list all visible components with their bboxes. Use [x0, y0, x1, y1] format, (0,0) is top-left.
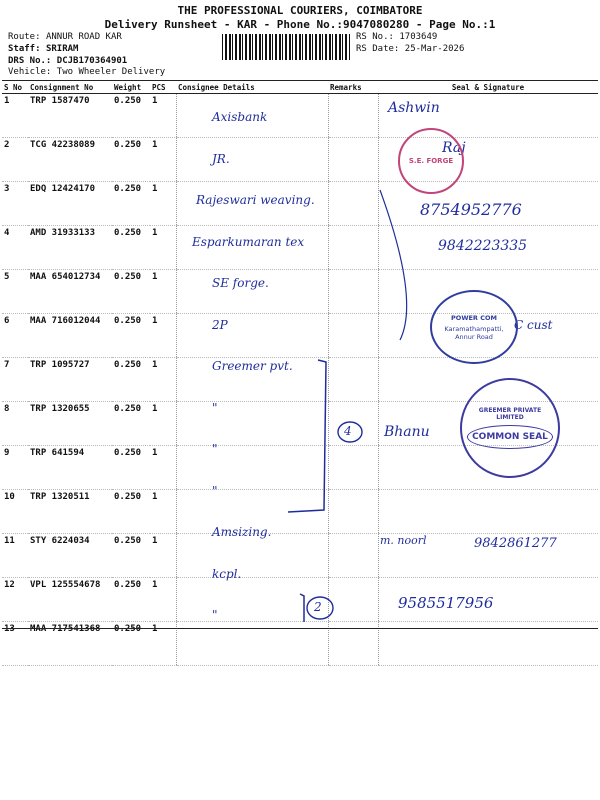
row-weight: 0.250 — [112, 402, 150, 446]
row-pcs: 1 — [150, 182, 176, 226]
row-pcs: 1 — [150, 94, 176, 138]
handwritten-consignee: Amsizing. — [212, 525, 272, 539]
runsheet-title: Delivery Runsheet - KAR - Phone No.:9047080280 - Page No.:1 — [104, 18, 496, 31]
row-consignment-no: MAA 654012734 — [28, 270, 112, 314]
row-pcs: 1 — [150, 534, 176, 578]
row-weight: 0.250 — [112, 534, 150, 578]
row-sno: 7 — [2, 358, 28, 402]
handwritten-consignee: " — [212, 400, 218, 415]
rs-date-label: RS Date: — [356, 44, 400, 54]
row-weight: 0.250 — [112, 446, 150, 490]
row-weight: 0.250 — [112, 182, 150, 226]
row-pcs: 1 — [150, 226, 176, 270]
row-consignment-no: TRP 641594 — [28, 446, 112, 490]
row-pcs: 1 — [150, 270, 176, 314]
row-consignment-no: MAA 717541368 — [28, 622, 112, 666]
handwritten-consignee: 2P — [212, 317, 228, 332]
row-consignment-no: TRP 1320511 — [28, 490, 112, 534]
row-pcs: 1 — [150, 358, 176, 402]
row-weight: 0.250 — [112, 138, 150, 182]
row-weight: 0.250 — [112, 314, 150, 358]
row-weight: 0.250 — [112, 578, 150, 622]
rs-no-label: RS No.: — [356, 32, 394, 42]
row-sno: 10 — [2, 490, 28, 534]
company-stamp-address: Karamathampatti, Annur Road — [444, 324, 504, 341]
signature-text: Ashwin — [388, 100, 440, 116]
vehicle-value: Two Wheeler Delivery — [56, 67, 166, 77]
handwritten-consignee: " — [212, 608, 218, 622]
col-sno: S No — [2, 81, 28, 94]
row-pcs: 1 — [150, 622, 176, 666]
company-stamp-name: POWER COM — [451, 313, 497, 322]
row-sno: 8 — [2, 402, 28, 446]
handwritten-consignee: Axisbank — [212, 110, 268, 124]
row-weight: 0.250 — [112, 226, 150, 270]
staff-label: Staff: — [8, 44, 41, 54]
bracket-line-a — [288, 360, 326, 512]
row-consignment-no: TRP 1095727 — [28, 358, 112, 402]
handwritten-consignee: Rajeswari weaving. — [196, 193, 315, 207]
sign-scribble — [380, 190, 407, 340]
handwritten-consignee: " — [212, 442, 218, 456]
drs-value: DCJB170364901 — [56, 56, 128, 66]
vehicle-label: Vehicle: — [8, 67, 52, 77]
row-consignment-no: STY 6224034 — [28, 534, 112, 578]
handwritten-consignee: Esparkumaran tex — [192, 234, 305, 249]
row-sno: 13 — [2, 622, 28, 666]
greemer-seal — [460, 378, 560, 478]
row-consignment-no: TCG 42238089 — [28, 138, 112, 182]
signature-text: Bhanu — [384, 424, 430, 440]
signature-text: 9842223335 — [438, 238, 528, 254]
row-consignment-no: TRP 1587470 — [28, 94, 112, 138]
handwritten-consignee: JR. — [212, 151, 230, 166]
row-sno: 12 — [2, 578, 28, 622]
red-stamp: S.E. FORGE — [398, 128, 464, 194]
row-sno: 3 — [2, 182, 28, 226]
row-pcs: 1 — [150, 490, 176, 534]
col-weight: Weight — [112, 81, 150, 94]
row-weight: 0.250 — [112, 622, 150, 666]
row-pcs: 1 — [150, 446, 176, 490]
row-weight: 0.250 — [112, 358, 150, 402]
row-pcs: 1 — [150, 314, 176, 358]
signature-text: 9585517956 — [398, 594, 494, 612]
row-sno: 2 — [2, 138, 28, 182]
row-consignment-no: EDQ 12424170 — [28, 182, 112, 226]
handwritten-consignee: kcpl. — [212, 566, 242, 581]
row-sno: 5 — [2, 270, 28, 314]
row-consignment-no: AMD 31933133 — [28, 226, 112, 270]
common-seal-text: COMMON SEAL — [467, 425, 553, 449]
row-sno: 11 — [2, 534, 28, 578]
bracket-line-b — [300, 594, 304, 622]
handwritten-consignee: Greemer pvt. — [212, 359, 293, 373]
staff-value: SRIRAM — [45, 44, 79, 54]
col-consignee: Consignee Details — [176, 81, 328, 94]
col-consignment: Consignment No — [28, 81, 112, 94]
row-sno: 9 — [2, 446, 28, 490]
row-weight: 0.250 — [112, 94, 150, 138]
company-stamp — [430, 290, 518, 364]
signature-text: Raj — [442, 140, 466, 156]
row-weight: 0.250 — [112, 490, 150, 534]
rs-no-value: 1703649 — [399, 32, 438, 42]
row-pcs: 1 — [150, 138, 176, 182]
greemer-seal-name: GREEMER PRIVATE LIMITED — [478, 407, 542, 421]
row-consignment-no: TRP 1320655 — [28, 402, 112, 446]
handwritten-consignee: SE forge. — [212, 276, 269, 290]
company-title: THE PROFESSIONAL COURIERS, COIMBATORE — [177, 4, 423, 17]
row-consignment-no: VPL 125554678 — [28, 578, 112, 622]
row-weight: 0.250 — [112, 270, 150, 314]
row-pcs: 1 — [150, 402, 176, 446]
drs-label: DRS No.: — [8, 56, 52, 66]
handwritten-consignee: " — [212, 483, 218, 498]
row-consignment-no: MAA 716012044 — [28, 314, 112, 358]
signature-text: C cust — [514, 318, 553, 332]
row-sno: 4 — [2, 226, 28, 270]
route-label: Route: — [8, 32, 41, 42]
row-pcs: 1 — [150, 578, 176, 622]
sign-row-11: m. noorl — [380, 534, 427, 547]
rs-date-value: 25-Mar-2026 — [404, 44, 465, 54]
signature-text: 8754952776 — [420, 200, 522, 219]
count-a-text: 4 — [344, 424, 352, 438]
row-sno: 6 — [2, 314, 28, 358]
count-b-text: 2 — [314, 600, 322, 614]
col-seal: Seal & Signature — [378, 81, 598, 94]
row-sno: 1 — [2, 94, 28, 138]
route-value: ANNUR ROAD KAR — [45, 32, 122, 42]
signature-text: 9842861277 — [474, 536, 557, 551]
col-pcs: PCS — [150, 81, 176, 94]
col-remarks: Remarks — [328, 81, 378, 94]
